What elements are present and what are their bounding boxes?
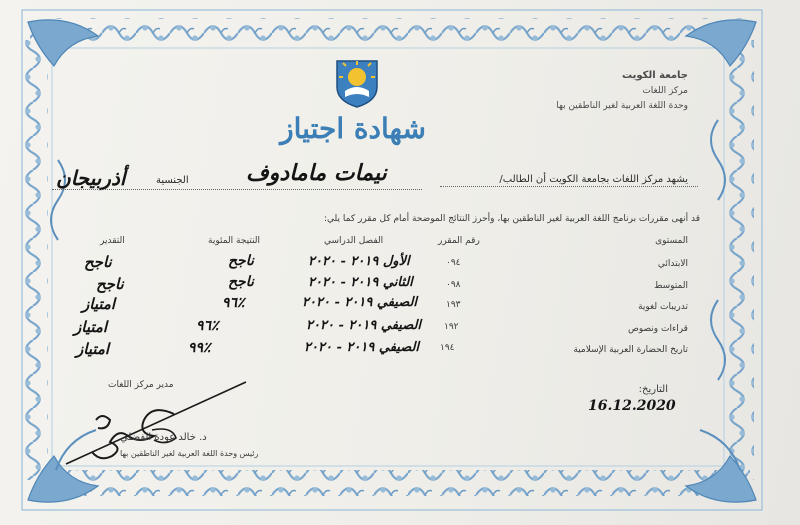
unit-name: وحدة اللغة العربية لغير الناطقين بها [556,101,688,111]
header-grade: التقدير [100,236,125,246]
row-semester: الأول ٢٠١٩ - ٢٠٢٠ [308,254,410,269]
row-level: تاريخ الحضارة العربية الإسلامية [573,345,688,355]
row-semester: الصيفي ٢٠١٩ - ٢٠٢٠ [306,318,422,333]
row-grade: امتياز [82,295,116,313]
row-semester: الثاني ٢٠١٩ - ٢٠٢٠ [308,275,413,290]
signatory-position: رئيس وحدة اللغة العربية لغير الناطقين بها [120,449,259,458]
name-underline [440,186,698,187]
row-course-no: ١٩٤ [440,343,455,353]
row-percent: ٩٦٪ [196,318,219,334]
student-name: نيمات مامادوف [246,160,387,186]
row-level: تدريبات لغوية [638,302,688,312]
row-course-no: ١٩٢ [444,322,459,332]
row-level: المتوسط [654,281,688,291]
date-value: 16.12.2020 [588,398,676,414]
nationality-value: أذربيجان [56,166,126,190]
certify-text: يشهد مركز اللغات بجامعة الكويت أن الطالب/ [499,174,688,185]
row-semester: الصيفي ٢٠١٩ - ٢٠٢٠ [304,340,420,355]
intro-text: قد أنهى مقررات برنامج اللغة العربية لغير الناطقين بها، وأحرز النتائج الموضحة أمام كل مقرر كما يلي: [324,214,700,224]
nationality-underline [52,189,422,190]
row-grade: ناجح [84,253,112,271]
kuwait-university-emblem-icon [333,57,381,109]
row-semester: الصيفي ٢٠١٩ - ٢٠٢٠ [302,295,418,310]
row-percent: ناجح [228,253,254,269]
row-level: قراءات ونصوص [627,324,688,334]
signatory-name: د. خالد عودة الفضلي [120,432,207,443]
university-name: جامعة الكويت [622,70,688,81]
row-percent: ٩٦٪ [222,295,245,311]
header-percent: النتيجة المئوية [208,236,261,246]
row-grade: ناجح [96,275,124,293]
row-percent: ٩٩٪ [188,340,211,356]
header-semester: الفصل الدراسي [324,236,384,246]
nationality-label: الجنسية [156,175,189,186]
header-level: المستوى [655,236,688,246]
row-course-no: ٠٩٤ [446,258,461,268]
certificate-title: شهادة اجتياز [280,112,426,145]
row-level: الابتدائي [657,259,688,269]
date-label: التاريخ: [638,384,668,395]
row-grade: امتياز [74,318,108,336]
center-name: مركز اللغات [642,86,688,96]
row-course-no: ١٩٣ [446,300,461,310]
row-percent: ناجح [228,274,254,290]
row-grade: امتياز [76,340,110,358]
header-course-no: رقم المقرر [438,236,480,246]
row-course-no: ٠٩٨ [446,280,461,290]
signatory-title: مدير مركز اللغات [108,380,174,390]
